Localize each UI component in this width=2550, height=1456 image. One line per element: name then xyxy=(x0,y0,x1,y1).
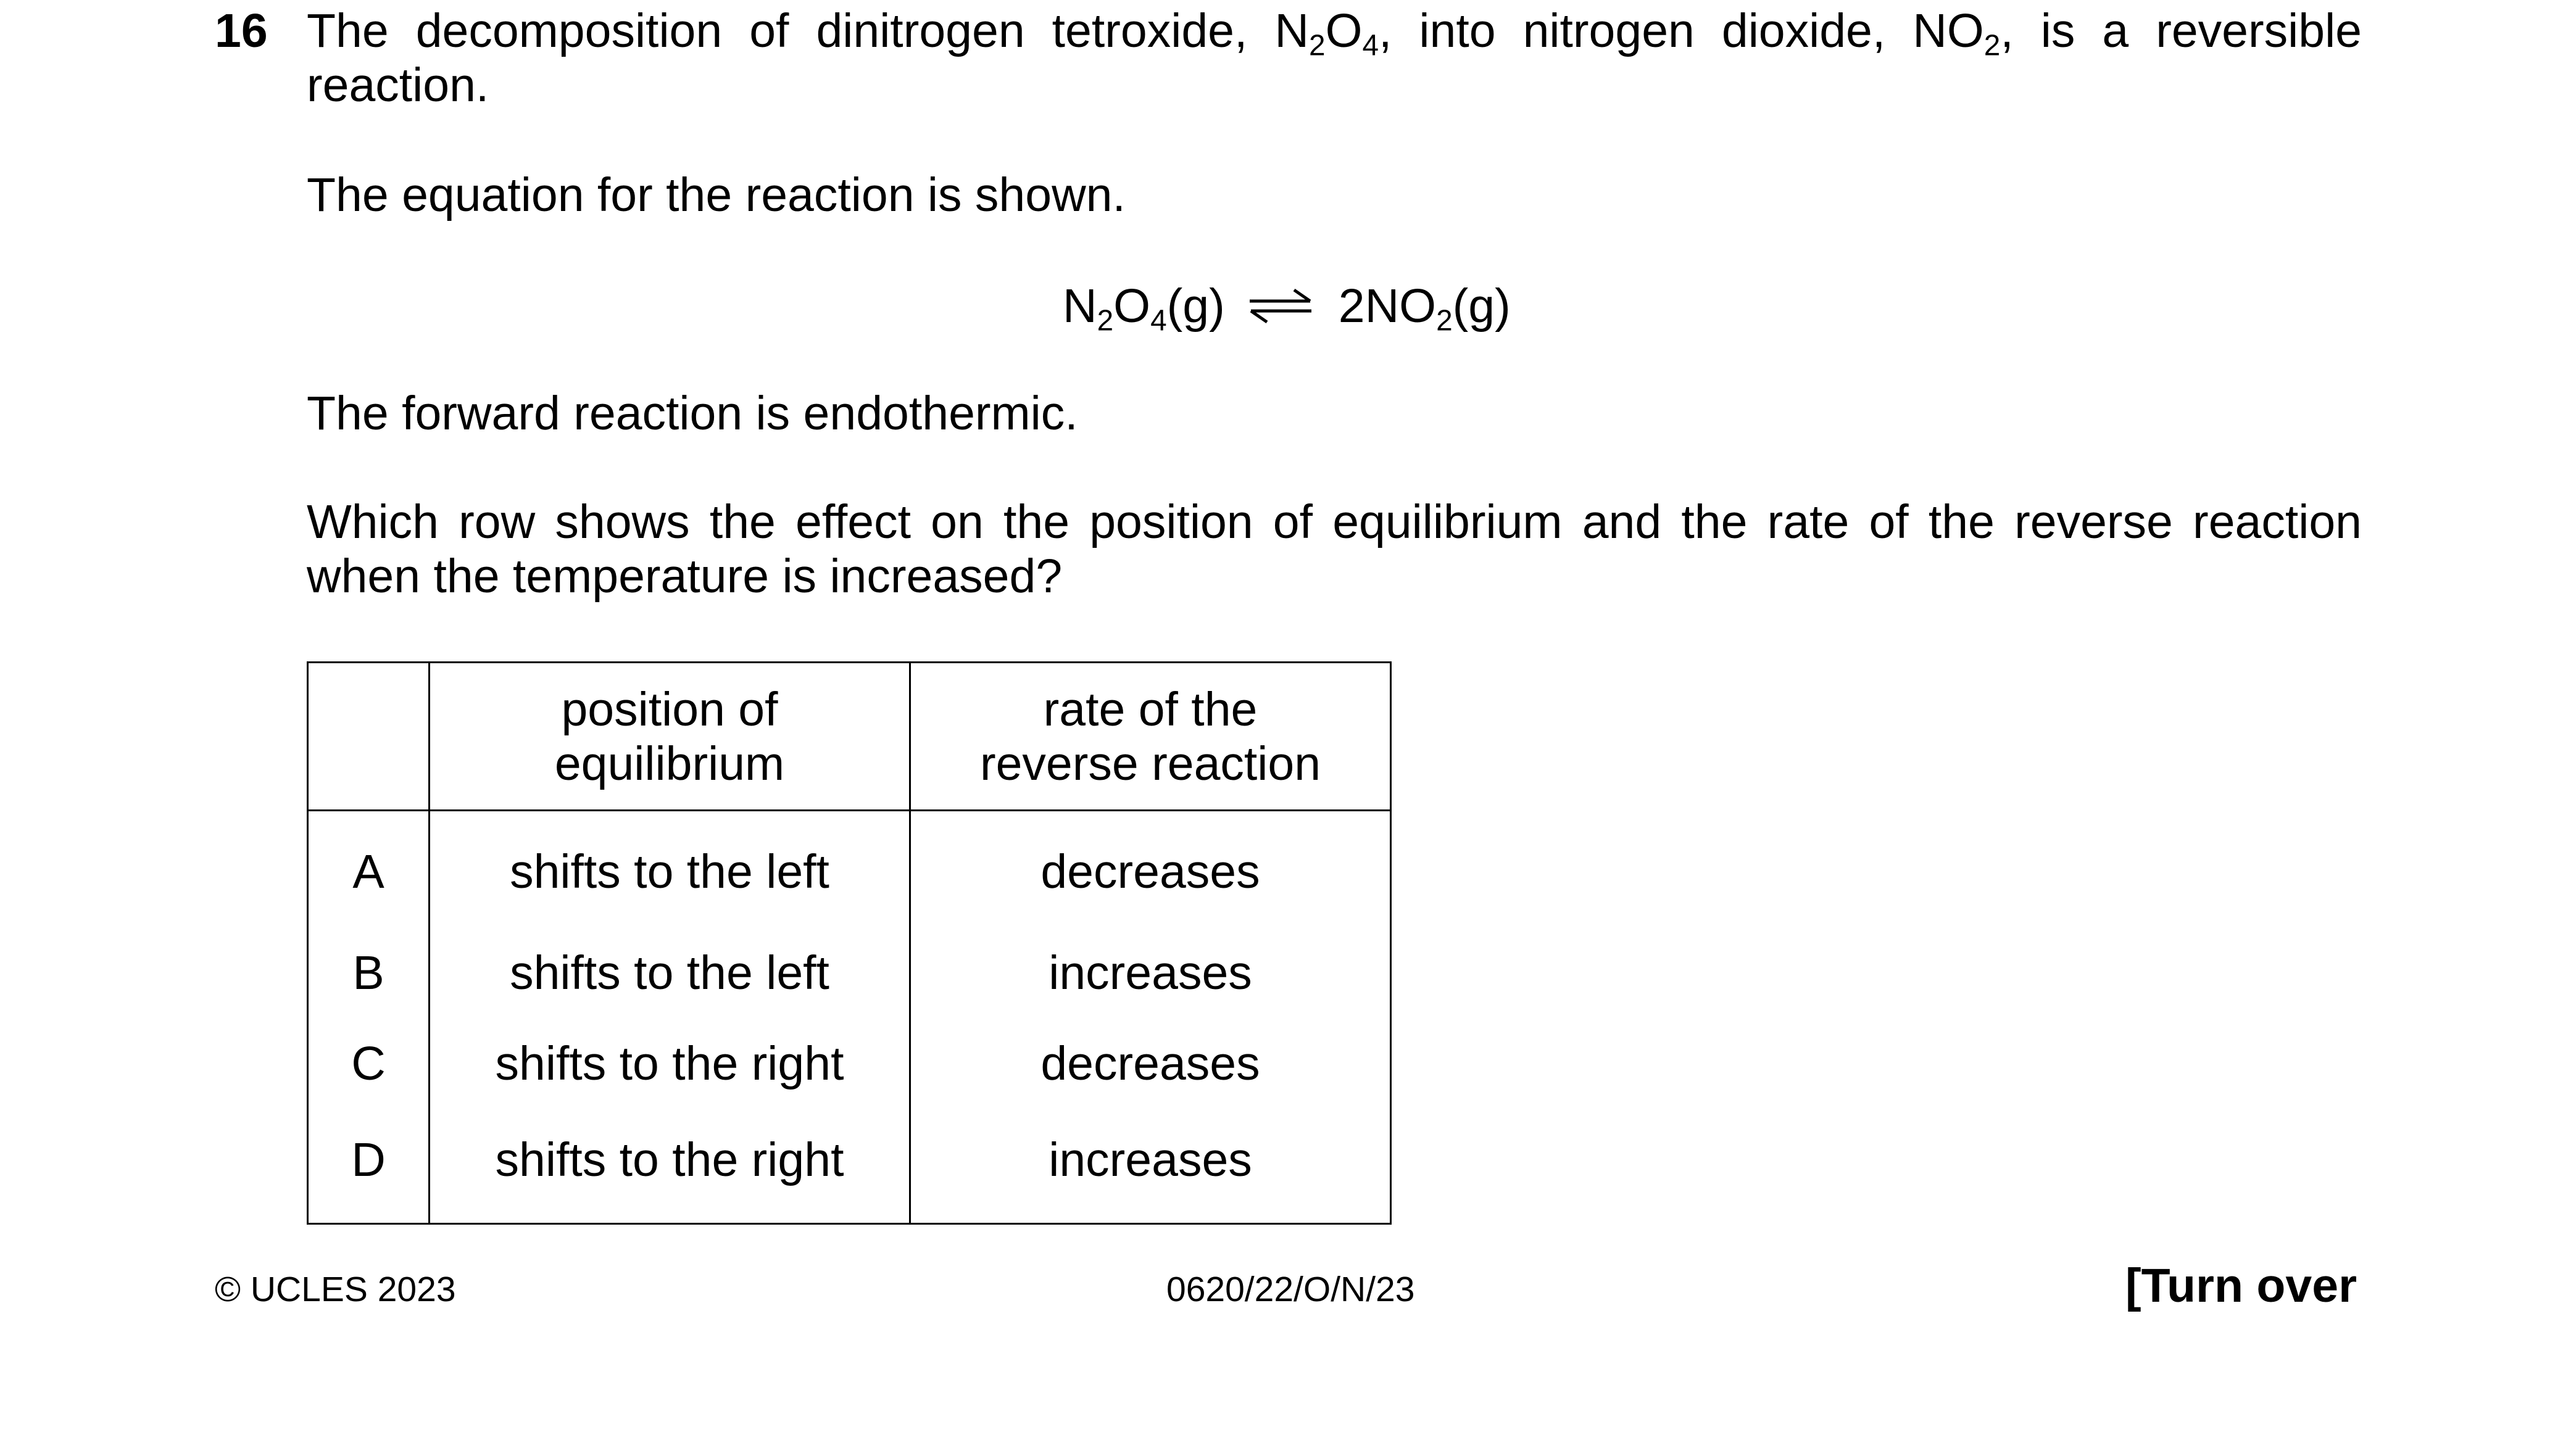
question-intro: The decomposition of dinitrogen tetroxide, $N_2O_4$, into nitrogen dioxide, $NO_2$, is a reversible reaction. xyxy=(307,4,2362,112)
equation-product: $2NO_2(g)$ xyxy=(1338,279,1511,337)
option-rate: decreases xyxy=(910,1018,1391,1109)
option-position: shifts to the right xyxy=(430,1109,910,1224)
table-row xyxy=(308,927,1391,1018)
option-rate: increases xyxy=(910,1109,1391,1224)
copyright: © UCLES 2023 xyxy=(215,1270,456,1309)
option-position: shifts to the right xyxy=(430,1018,910,1109)
table-row xyxy=(308,811,1391,928)
reaction-equation xyxy=(1063,279,1511,337)
option-letter: B xyxy=(308,927,430,1018)
question-prompt: Which row shows the effect on the position of equilibrium and the rate of the reverse reaction when the temperature is increased? xyxy=(307,495,2362,603)
equation-reactant: $N_2O_4(g)$ xyxy=(1063,279,1225,337)
option-letter: C xyxy=(308,1018,430,1109)
equilibrium-arrow-icon xyxy=(1247,287,1314,325)
table-row xyxy=(308,1018,1391,1109)
answer-table xyxy=(307,661,1392,1225)
paper-code: 0620/22/O/N/23 xyxy=(1166,1270,1415,1309)
reaction-note: The forward reaction is endothermic. xyxy=(307,387,1078,440)
equation-lead: The equation for the reaction is shown. xyxy=(307,168,1126,221)
turn-over: [Turn over xyxy=(2125,1259,2357,1312)
table-header-row xyxy=(308,663,1391,811)
option-rate: decreases xyxy=(910,811,1391,928)
option-letter: D xyxy=(308,1109,430,1224)
option-position: shifts to the left xyxy=(430,811,910,928)
header-letter xyxy=(308,663,430,811)
option-position: shifts to the left xyxy=(430,927,910,1018)
header-position: position of equilibrium xyxy=(430,663,910,811)
table-row xyxy=(308,1109,1391,1224)
header-rate: rate of the reverse reaction xyxy=(910,663,1391,811)
question-number: 16 xyxy=(215,4,268,57)
option-rate: increases xyxy=(910,927,1391,1018)
option-letter: A xyxy=(308,811,430,928)
